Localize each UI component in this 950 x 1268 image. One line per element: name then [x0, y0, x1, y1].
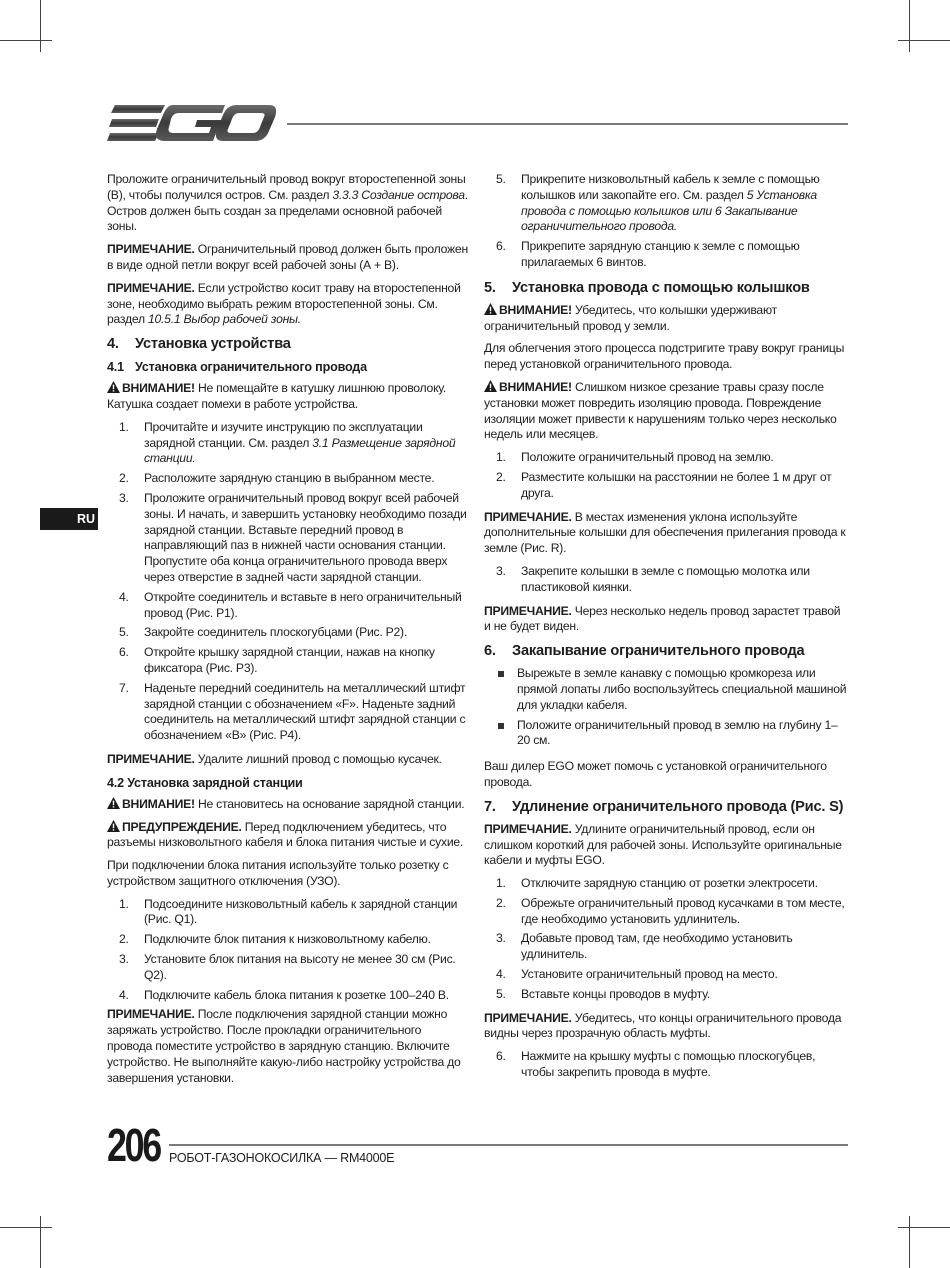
section-heading: 5. Установка провода с помощью колышков	[484, 279, 810, 296]
note-paragraph: ПРИМЕЧАНИЕ. Ограничительный провод должен быть проложен в виде одной петли вокруг всей рабочей зоны (А + B).	[107, 242, 468, 272]
header-rule	[287, 123, 848, 125]
steps-list	[107, 897, 469, 1004]
body-paragraph: Ваш дилер EGO может помочь с установкой ограничительного провода.	[484, 759, 827, 789]
list-item: 1. Подсоедините низковольтный кабель к зарядной станции (Рис. Q1).	[119, 896, 458, 927]
list-item: 3. Установите блок питания на высоту не менее 30 см (Рис. Q2).	[119, 952, 456, 982]
list-item: 3. Закрепите колышки в земле с помощью молотка или пластиковой киянки.	[496, 563, 810, 594]
warning-paragraph: ВНИМАНИЕ! Слишком низкое срезание травы сразу после установки может повредить изоляцию провода. Повреждение изоляции может привести к нарушениям только через несколько недель или месяцев.	[484, 379, 837, 442]
list-item: 1. Отключите зарядную станцию от розетки электросети.	[496, 876, 818, 891]
crop-mark	[898, 1227, 950, 1228]
list-item: 5. Прикрепите низковольтный кабель к земле с помощью колышков или закопайте его. См. раздел 5 Установка провода с помощью колышков или 6 Закапывание ограничительного провода.	[496, 172, 820, 234]
crop-mark	[909, 0, 910, 52]
note-paragraph: ПРИМЕЧАНИЕ. Убедитесь, что концы ограничительного провода видны через прозрачную область муфты.	[484, 1010, 842, 1041]
warning-icon	[107, 381, 120, 393]
list-item: 4. Установите ограничительный провод на место.	[496, 967, 778, 982]
subsection-heading: 4.1 Установка ограничительного провода	[107, 360, 367, 375]
list-item: 5. Закройте соединитель плоскогубцами (Рис. P2).	[119, 625, 408, 640]
crop-mark	[0, 40, 52, 41]
note-paragraph: ПРИМЕЧАНИЕ. Удлините ограничительный провод, если он слишком короткий для рабочей зоны. Используйте оригинальные кабели и муфты EGO.	[484, 821, 842, 868]
page-number: 206	[107, 1119, 160, 1171]
list-item: 2. Расположите зарядную станцию в выбранном месте.	[119, 471, 435, 486]
body-paragraph: Для облегчения этого процесса подстригите траву вокруг границы перед установкой ограничительного провода.	[484, 341, 845, 372]
warning-icon	[107, 797, 120, 809]
steps-list	[484, 1049, 848, 1081]
section-heading: 4. Установка устройства	[107, 336, 291, 353]
bullet-square-icon	[498, 671, 504, 677]
steps-list	[484, 450, 848, 501]
note-paragraph: ПРИМЕЧАНИЕ. Удалите лишний провод с помощью кусачек.	[107, 751, 442, 766]
list-item: 7. Наденьте передний соединитель на металлический штифт зарядной станции с обозначением «F». Наденьте задний соединитель на металлический штифт зарядной станции с обозначением «B» (Рис. P4).	[119, 680, 466, 743]
warning-paragraph: ВНИМАНИЕ! Не становитесь на основание зарядной станции.	[107, 797, 469, 813]
list-item: 4. Подключите кабель блока питания к розетке 100–240 В.	[119, 987, 449, 1002]
list-item: 4. Откройте соединитель и вставьте в него ограничительный провод (Рис. P1).	[119, 589, 462, 620]
list-item: 2. Обрежьте ограничительный провод кусачками в том месте, где необходимо установить удлинитель.	[496, 895, 845, 926]
bullet-list	[484, 666, 848, 749]
bullet-square-icon	[498, 723, 504, 729]
section-heading: 6. Закапывание ограничительного провода	[484, 643, 805, 660]
list-item: 3. Проложите ограничительный провод вокруг всей рабочей зоны. И начать, и завершить установку необходимо позади зарядной станции. Вставьте передний провод в направляющий паз в нижней части основания станции. Пропустите оба конца ограничительного провода вверх через отверстие в задней части зарядной станции.	[119, 490, 467, 584]
note-paragraph: ПРИМЕЧАНИЕ. После подключения зарядной станции можно заряжать устройство. После прокладки ограничительного провода поместите устройство в зарядную станцию. Включите устройство. Не выполняйте какую-либо настройку устройства до завершения установки.	[107, 1007, 461, 1085]
list-item: 6. Откройте крышку зарядной станции, нажав на кнопку фиксатора (Рис. P3).	[119, 645, 435, 675]
list-item: 2. Разместите колышки на расстоянии не более 1 м друг от друга.	[496, 469, 832, 500]
list-item: Вырежьте в земле канавку с помощью кромкореза или прямой лопаты либо воспользуйтесь специальной машиной для укладки кабеля.	[484, 666, 848, 713]
steps-list	[484, 172, 848, 271]
language-tab: RU	[40, 508, 98, 530]
subsection-heading: 4.2 Установка зарядной станции	[107, 775, 303, 790]
crop-mark	[40, 1216, 41, 1268]
intro-paragraph: Проложите ограничительный провод вокруг второстепенной зоны (B), чтобы получился остров. См. раздел 3.3.3 Создание острова. Остров должен быть создан за пределами основной рабочей зоны.	[107, 172, 468, 234]
list-item: 1. Положите ограничительный провод на землю.	[496, 450, 774, 465]
note-paragraph: ПРИМЕЧАНИЕ. Если устройство косит траву на второстепенной зоне, необходимо выбрать режим второстепенной зоны. См. раздел 10.5.1 Выбор рабочей зоны.	[107, 280, 461, 327]
footer-rule	[169, 1144, 848, 1146]
steps-list	[484, 564, 848, 596]
note-paragraph: ПРИМЕЧАНИЕ. В местах изменения уклона используйте дополнительные колышки для обеспечения прилегания провода к земле (Рис. R).	[484, 509, 846, 556]
list-item: 6. Нажмите на крышку муфты с помощью плоскогубцев, чтобы закрепить провода в муфте.	[496, 1049, 816, 1080]
list-item: 1. Прочитайте и изучите инструкцию по эксплуатации зарядной станции. См. раздел 3.1 Размещение зарядной станции.	[119, 419, 456, 466]
warning-paragraph: ВНИМАНИЕ! Не помещайте в катушку лишнюю проволоку. Катушка создает помехи в работе устройства.	[107, 381, 447, 411]
section-heading: 7. Удлинение ограничительного провода (Рис. S)	[484, 798, 844, 815]
crop-mark	[0, 1227, 52, 1228]
footer-title: РОБОТ-ГАЗОНОКОСИЛКА — RM4000E	[169, 1151, 395, 1165]
body-paragraph: При подключении блока питания используйте только розетку с устройством защитного отключения (УЗО).	[107, 858, 449, 888]
ego-logo	[107, 103, 277, 143]
note-paragraph: ПРИМЕЧАНИЕ. Через несколько недель провод зарастет травой и не будет виден.	[484, 603, 841, 634]
crop-mark	[898, 40, 950, 41]
warning-paragraph: ВНИМАНИЕ! Убедитесь, что колышки удерживают ограничительный провод у земли.	[484, 302, 777, 333]
steps-list	[107, 420, 469, 744]
right-column	[484, 172, 848, 1085]
steps-list	[484, 876, 848, 1003]
crop-mark	[909, 1216, 910, 1268]
warning-icon	[484, 380, 497, 392]
list-item: 2. Подключите блок питания к низковольтному кабелю.	[119, 932, 431, 947]
warning-paragraph: ПРЕДУПРЕЖДЕНИЕ. Перед подключением убедитесь, что разъемы низковольтного кабеля и блока питания чистые и сухие.	[107, 819, 464, 850]
list-item: 3. Добавьте провод там, где необходимо установить удлинитель.	[496, 931, 793, 962]
warning-icon	[107, 820, 120, 832]
list-item: Положите ограничительный провод в землю на глубину 1–20 см.	[484, 718, 848, 750]
crop-mark	[40, 0, 41, 52]
list-item: 6. Прикрепите зарядную станцию к земле с помощью прилагаемых 6 винтов.	[496, 239, 800, 269]
warning-icon	[484, 303, 497, 315]
left-column	[107, 172, 469, 1093]
list-item: 5. Вставьте концы проводов в муфту.	[496, 986, 710, 1001]
